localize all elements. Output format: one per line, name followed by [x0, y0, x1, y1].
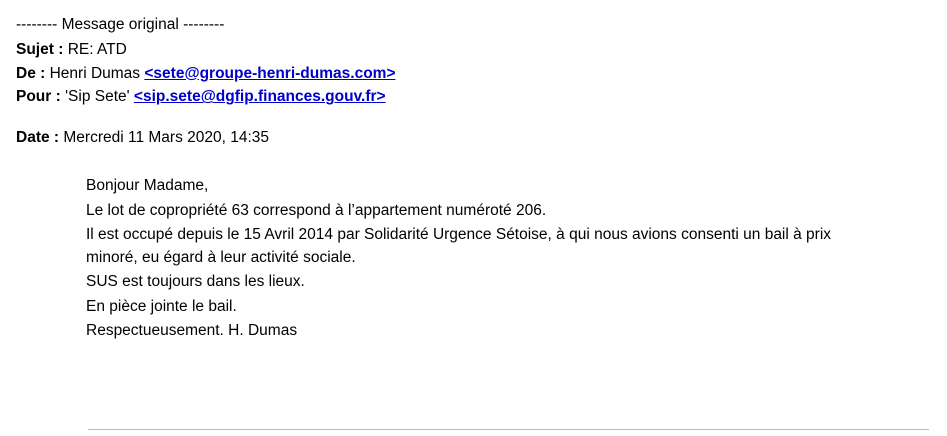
- date-label: Date :: [16, 128, 60, 146]
- body-line: Le lot de copropriété 63 correspond à l’appartement numéroté 206.: [86, 201, 547, 219]
- body-line: En pièce jointe le bail.: [86, 297, 237, 315]
- body-line: Bonjour Madame,: [86, 177, 209, 195]
- body-line: Respectueusement. H. Dumas: [86, 322, 298, 340]
- body-line: Il est occupé depuis le 15 Avril 2014 par Solidarité Urgence Sétoise, à qui nous avions consenti un bail à prix minoré, eu égard à leur activité sociale.: [86, 226, 832, 266]
- date-value: Mercredi 11 Mars 2020, 14:35: [63, 128, 270, 146]
- body-line: SUS est toujours dans les lieux.: [86, 273, 305, 291]
- horizontal-divider: [88, 429, 929, 430]
- to-label: Pour :: [16, 88, 61, 106]
- original-message-separator: -------- Message original --------: [16, 16, 225, 33]
- subject-value: RE: ATD: [67, 41, 127, 59]
- from-label: De :: [16, 64, 46, 82]
- header-row-subject: [16, 39, 931, 61]
- from-value: Henri Dumas: [49, 64, 141, 82]
- to-value: 'Sip Sete': [65, 88, 130, 106]
- header-row-date: [16, 127, 931, 149]
- subject-label: Sujet :: [16, 41, 64, 59]
- to-email-link[interactable]: <sip.sete@dgfip.finances.gouv.fr>: [133, 88, 386, 106]
- header-row-to: [16, 86, 931, 108]
- from-email-link[interactable]: <sete@groupe-henri-dumas.com>: [144, 64, 396, 82]
- message-body: [86, 175, 876, 342]
- header-row-from: [16, 63, 931, 85]
